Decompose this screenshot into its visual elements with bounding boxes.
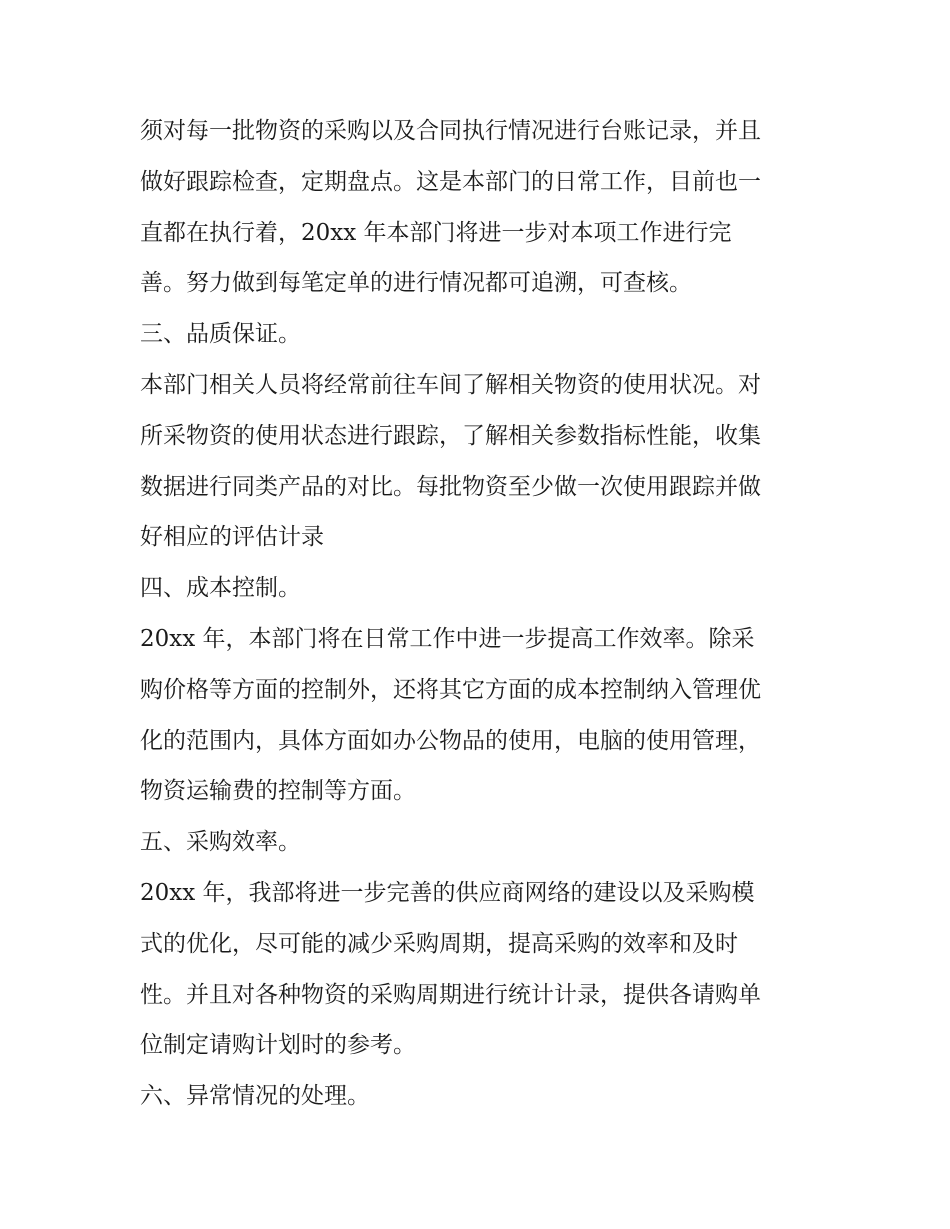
text-line: 直都在执行着，20xx 年本部门将进一步对本项工作进行完 — [140, 219, 732, 246]
text-line: 数据进行同类产品的对比。每批物资至少做一次使用跟踪并做 — [140, 473, 761, 500]
section-heading-exception-handling: 六、异常情况的处理。 — [140, 1083, 370, 1110]
text-line: 做好跟踪检查，定期盘点。这是本部门的日常工作，目前也一 — [140, 168, 761, 195]
text-line: 性。并且对各种物资的采购周期进行统计计录，提供各请购单 — [140, 981, 761, 1008]
section-heading-cost-control: 四、成本控制。 — [140, 575, 301, 602]
text-line: 物资运输费的控制等方面。 — [140, 778, 416, 805]
text-line: 所采物资的使用状态进行跟踪，了解相关参数指标性能，收集 — [140, 422, 761, 449]
text-line: 化的范围内，具体方面如办公物品的使用，电脑的使用管理， — [140, 727, 761, 754]
text-line: 式的优化，尽可能的减少采购周期，提高采购的效率和及时 — [140, 930, 738, 957]
text-line: 购价格等方面的控制外，还将其它方面的成本控制纳入管理优 — [140, 676, 761, 703]
document-body — [140, 106, 820, 1122]
text-line: 20xx 年，本部门将在日常工作中进一步提高工作效率。除采 — [140, 625, 755, 652]
section-heading-procurement-efficiency: 五、采购效率。 — [140, 829, 301, 856]
text-line: 善。努力做到每笔定单的进行情况都可追溯，可查核。 — [140, 270, 692, 297]
text-line: 须对每一批物资的采购以及合同执行情况进行台账记录，并且 — [140, 118, 761, 144]
section-heading-quality: 三、品质保证。 — [140, 321, 301, 348]
text-line: 位制定请购计划时的参考。 — [140, 1032, 416, 1059]
text-line: 20xx 年，我部将进一步完善的供应商网络的建设以及采购模 — [140, 879, 755, 906]
text-line: 好相应的评估计录 — [140, 524, 324, 551]
text-line: 本部门相关人员将经常前往车间了解相关物资的使用状况。对 — [140, 371, 761, 398]
